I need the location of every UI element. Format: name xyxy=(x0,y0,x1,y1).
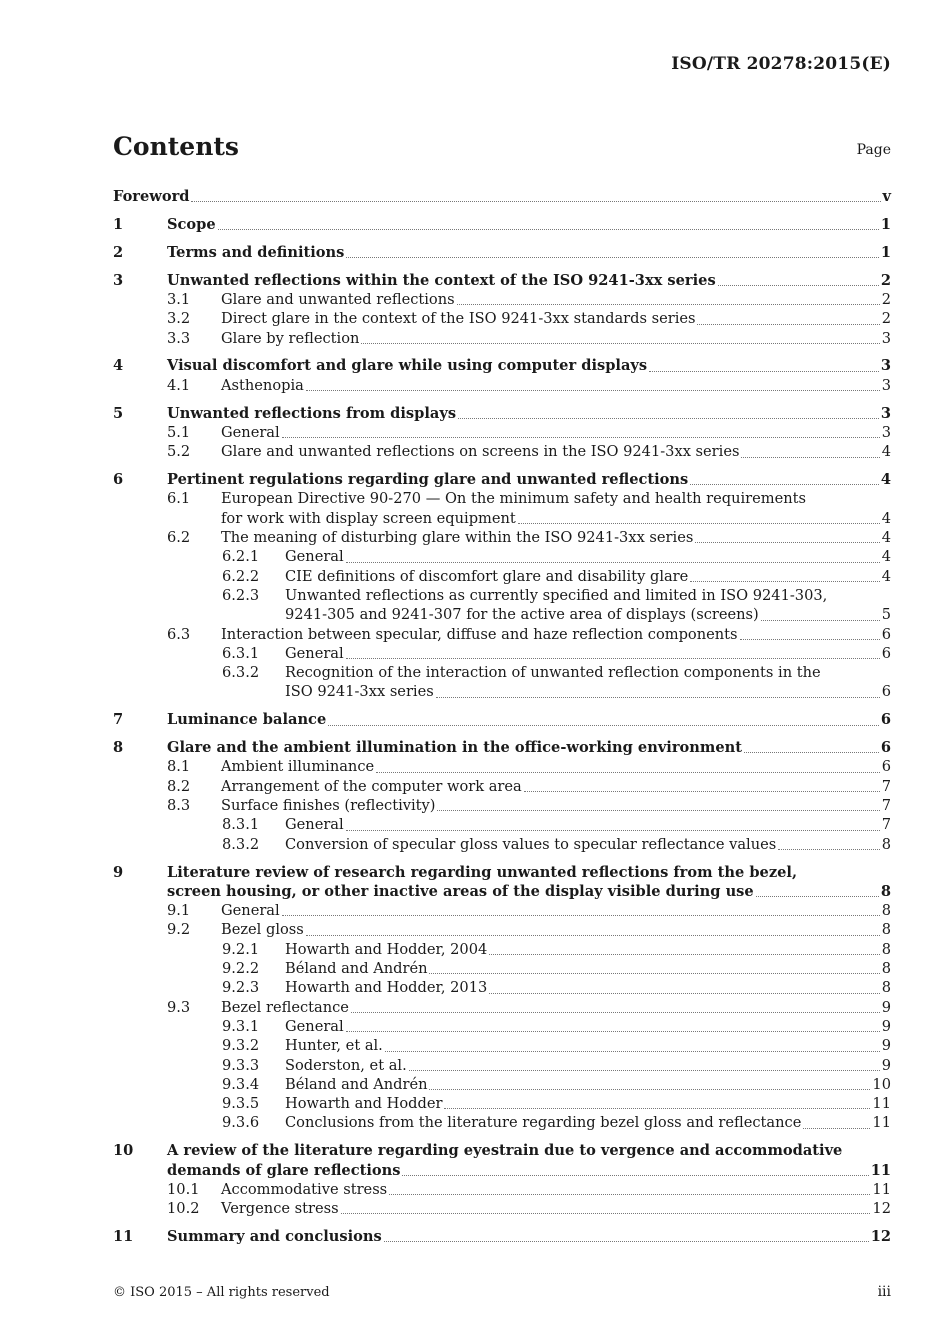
toc-entry-line xyxy=(113,863,891,882)
dot-leader xyxy=(328,724,879,726)
toc-entry-number: 9.3.4 xyxy=(222,1075,260,1093)
toc-entry[interactable] xyxy=(113,959,891,978)
dot-leader xyxy=(690,483,879,485)
toc-entry-page: 3 xyxy=(880,357,891,375)
toc-entry-title: General xyxy=(285,644,344,662)
toc-entry-page: 8 xyxy=(881,835,891,853)
toc-entry-page: 3 xyxy=(880,404,891,422)
toc-entry[interactable] xyxy=(113,1227,891,1246)
toc-entry-page: 4 xyxy=(881,443,891,461)
dot-leader xyxy=(458,417,879,419)
toc-entry-title-line: European Directive 90-270 — On the minimum safety and health requirements xyxy=(221,490,807,508)
toc-entry-number: 8.3.2 xyxy=(222,835,260,853)
toc-entry-number: 8 xyxy=(113,739,124,757)
toc-entry-title: Glare by reflection xyxy=(221,329,360,347)
toc-entry[interactable] xyxy=(113,1075,891,1094)
toc-entry[interactable] xyxy=(113,815,891,834)
toc-entry[interactable] xyxy=(113,625,891,644)
toc-entry-page: 2 xyxy=(881,310,891,328)
toc-entry-body xyxy=(221,777,891,796)
toc-entry-title: Béland and Andrén xyxy=(285,1075,428,1093)
toc-entry-body xyxy=(221,1199,891,1218)
toc-entry-page: 11 xyxy=(872,1095,891,1113)
dot-leader xyxy=(346,256,878,258)
dot-leader xyxy=(444,1107,870,1109)
toc-entry-page: 6 xyxy=(881,758,891,776)
toc-entry-number: 10.1 xyxy=(167,1180,200,1198)
toc-entry-number: 9.2 xyxy=(167,921,191,939)
toc-entry-body xyxy=(221,423,891,442)
toc-entry-title: Direct glare in the context of the ISO 9241-3xx standards series xyxy=(221,310,696,328)
toc-entry-title: demands of glare reflections xyxy=(167,1161,401,1179)
toc-entry[interactable] xyxy=(113,1017,891,1036)
toc-entry[interactable] xyxy=(113,423,891,442)
dot-leader xyxy=(690,580,879,582)
toc-entry-body xyxy=(221,528,891,547)
toc-entry-number: 3 xyxy=(113,271,124,289)
toc-entry-title: Conversion of specular gloss values to specular reflectance values xyxy=(285,835,777,853)
dot-leader xyxy=(457,303,880,305)
dot-leader xyxy=(341,1212,871,1214)
toc-entry[interactable] xyxy=(113,1094,891,1113)
toc-entry-title: Howarth and Hodder xyxy=(285,1095,443,1113)
toc-entry-page: 7 xyxy=(881,777,891,795)
toc-entry-title: for work with display screen equipment xyxy=(221,509,516,527)
toc-entry-body xyxy=(167,738,891,757)
toc-entry[interactable] xyxy=(113,376,891,395)
toc-entry[interactable] xyxy=(113,920,891,939)
dot-leader xyxy=(524,790,880,792)
toc-entry[interactable] xyxy=(113,1199,891,1218)
dot-leader xyxy=(803,1127,870,1129)
toc-entry-page: 7 xyxy=(881,816,891,834)
toc-entry-body xyxy=(221,796,891,815)
toc-entry[interactable] xyxy=(113,835,891,854)
toc-entry[interactable] xyxy=(113,796,891,815)
toc-entry-number: 1 xyxy=(113,215,124,233)
toc-entry-body xyxy=(285,835,891,854)
toc-entry-title: Bezel gloss xyxy=(221,921,304,939)
toc-entry-page: 1 xyxy=(880,243,891,261)
toc-entry-title: Glare and unwanted reflections xyxy=(221,290,455,308)
dot-leader xyxy=(740,638,880,640)
toc-entry-line xyxy=(113,1141,891,1160)
dot-leader xyxy=(429,972,879,974)
toc-entry-page: 9 xyxy=(881,1017,891,1035)
toc-entry[interactable] xyxy=(113,470,891,489)
toc-entry-number: 9.3.5 xyxy=(222,1095,260,1113)
toc-entry-body xyxy=(221,901,891,920)
toc-entry-body xyxy=(221,998,891,1017)
toc-entry-body xyxy=(167,882,891,901)
toc-entry[interactable] xyxy=(113,682,891,701)
dot-leader xyxy=(306,934,880,936)
toc-entry-number: 4.1 xyxy=(167,376,191,394)
toc-entry[interactable] xyxy=(113,940,891,959)
toc-entry-number: 6.2.3 xyxy=(222,586,260,604)
toc-entry[interactable] xyxy=(113,329,891,348)
toc-entry-body xyxy=(285,547,891,566)
toc-entry-title: Glare and unwanted reflections on screens in the ISO 9241-3xx series xyxy=(221,443,740,461)
toc-entry-page: 11 xyxy=(870,1161,891,1179)
toc-entry[interactable] xyxy=(113,901,891,920)
dot-leader xyxy=(744,751,879,753)
toc-entry-body xyxy=(285,959,891,978)
toc-entry-title: ISO 9241-3xx series xyxy=(285,683,434,701)
toc-entry-page: 4 xyxy=(880,471,891,489)
toc-entry-title: Accommodative stress xyxy=(221,1180,388,1198)
toc-entry[interactable] xyxy=(113,998,891,1017)
toc-entry-body xyxy=(285,1113,891,1132)
toc-entry-title: Béland and Andrén xyxy=(285,960,428,978)
toc-entry-number: 4 xyxy=(113,357,124,375)
toc-entry[interactable] xyxy=(113,567,891,586)
dot-leader xyxy=(218,228,879,230)
toc-entry-title-line: A review of the literature regarding eyestrain due to vergence and accommodative xyxy=(167,1142,843,1160)
toc-entry-number: 6.2.2 xyxy=(222,567,260,585)
toc-entry-title: Scope xyxy=(167,215,216,233)
toc-entry-body xyxy=(221,509,891,528)
dot-leader xyxy=(346,561,880,563)
toc-entry-body xyxy=(221,442,891,461)
toc-entry[interactable] xyxy=(113,271,891,290)
toc-entry-number: 8.3.1 xyxy=(222,816,260,834)
toc-entry[interactable] xyxy=(113,290,891,309)
table-of-contents xyxy=(113,187,891,1246)
toc-entry-number: 7 xyxy=(113,711,124,729)
toc-entry-title: Unwanted reflections from displays xyxy=(167,404,457,422)
toc-entry[interactable] xyxy=(113,243,891,262)
toc-entry-body xyxy=(167,710,891,729)
toc-entry-body xyxy=(113,187,891,206)
toc-entry-page: 11 xyxy=(872,1180,891,1198)
dot-leader xyxy=(361,342,879,344)
toc-entry[interactable] xyxy=(113,509,891,528)
toc-entry-page: 6 xyxy=(881,644,891,662)
toc-entry[interactable] xyxy=(113,547,891,566)
toc-entry-page: 12 xyxy=(872,1200,891,1218)
dot-leader xyxy=(191,200,880,202)
dot-leader xyxy=(346,657,880,659)
toc-entry-body xyxy=(285,567,891,586)
toc-entry[interactable] xyxy=(113,710,891,729)
toc-entry-page: 10 xyxy=(872,1075,891,1093)
toc-entry[interactable] xyxy=(113,1113,891,1132)
toc-entry-number: 10 xyxy=(113,1142,134,1160)
dot-leader xyxy=(389,1193,870,1195)
page-column-label: Page xyxy=(856,142,891,158)
toc-entry-body xyxy=(285,1094,891,1113)
toc-entry-number: 9.2.1 xyxy=(222,940,260,958)
toc-entry[interactable] xyxy=(113,442,891,461)
dot-leader xyxy=(436,696,880,698)
toc-entry[interactable] xyxy=(113,738,891,757)
dot-leader xyxy=(351,1011,880,1013)
toc-entry-number: 9.3.6 xyxy=(222,1114,260,1132)
toc-entry-line xyxy=(113,663,891,682)
dot-leader xyxy=(402,1174,868,1176)
toc-entry-body xyxy=(221,1180,891,1199)
toc-entry-page: 5 xyxy=(881,606,891,624)
toc-entry-title: Hunter, et al. xyxy=(285,1037,383,1055)
toc-entry-title: Luminance balance xyxy=(167,711,327,729)
dot-leader xyxy=(518,522,880,524)
toc-entry-body xyxy=(221,290,891,309)
toc-entry-body xyxy=(167,215,891,234)
toc-entry-body xyxy=(285,605,891,624)
toc-entry-number: 9.2.3 xyxy=(222,979,260,997)
toc-entry-number: 9 xyxy=(113,863,124,881)
toc-entry[interactable] xyxy=(113,1056,891,1075)
dot-leader xyxy=(282,914,880,916)
toc-entry-body xyxy=(221,625,891,644)
dot-leader xyxy=(429,1088,870,1090)
toc-entry-title: Bezel reflectance xyxy=(221,998,349,1016)
dot-leader xyxy=(489,953,879,955)
toc-entry-title: General xyxy=(285,1017,344,1035)
dot-leader xyxy=(282,436,880,438)
toc-entry-body xyxy=(285,978,891,997)
toc-entry-title: Foreword xyxy=(113,188,190,205)
toc-entry[interactable] xyxy=(113,528,891,547)
toc-entry-title: Conclusions from the literature regarding bezel gloss and reflectance xyxy=(285,1114,802,1132)
page-title: Contents xyxy=(113,132,240,161)
toc-entry-body xyxy=(285,1075,891,1094)
toc-entry-number: 9.3.1 xyxy=(222,1017,260,1035)
toc-entry-body xyxy=(167,1227,891,1246)
toc-entry-line xyxy=(113,489,891,508)
dot-leader xyxy=(761,619,880,621)
document-id: ISO/TR 20278:2015(E) xyxy=(671,54,891,74)
toc-entry-page: 6 xyxy=(880,711,891,729)
toc-entry[interactable] xyxy=(113,1036,891,1055)
toc-entry-number: 11 xyxy=(113,1228,134,1246)
toc-entry-line xyxy=(113,586,891,605)
toc-entry-page: 7 xyxy=(881,797,891,815)
toc-entry-page: 4 xyxy=(881,509,891,527)
dot-leader xyxy=(306,389,880,391)
toc-entry-number: 5.1 xyxy=(167,423,191,441)
toc-entry-page: 4 xyxy=(881,548,891,566)
toc-entry[interactable] xyxy=(113,757,891,776)
toc-entry-page: 1 xyxy=(880,215,891,233)
toc-entry-number: 6.3.1 xyxy=(222,644,260,662)
toc-entry-title: The meaning of disturbing glare within the ISO 9241-3xx series xyxy=(221,529,694,547)
toc-entry-title: Terms and definitions xyxy=(167,243,345,261)
toc-entry-body xyxy=(221,329,891,348)
toc-entry-number: 9.3.3 xyxy=(222,1056,260,1074)
toc-entry[interactable] xyxy=(113,215,891,234)
toc-entry[interactable] xyxy=(113,1180,891,1199)
toc-entry-number: 6.3 xyxy=(167,625,191,643)
dot-leader xyxy=(649,370,879,372)
dot-leader xyxy=(384,1240,869,1242)
toc-entry-number: 5 xyxy=(113,404,124,422)
toc-entry-body xyxy=(167,271,891,290)
toc-entry-page: 8 xyxy=(880,882,891,900)
copyright-notice: © ISO 2015 – All rights reserved xyxy=(113,1285,330,1300)
toc-entry-page: 6 xyxy=(880,739,891,757)
toc-entry[interactable] xyxy=(113,187,891,206)
toc-entry-page: 8 xyxy=(881,921,891,939)
toc-entry-number: 8.3 xyxy=(167,797,191,815)
dot-leader xyxy=(437,809,879,811)
dot-leader xyxy=(376,771,880,773)
toc-entry-title: Ambient illuminance xyxy=(221,758,375,776)
toc-entry-page: 2 xyxy=(881,290,891,308)
dot-leader xyxy=(697,323,879,325)
toc-entry-number: 9.1 xyxy=(167,902,191,920)
toc-entry[interactable] xyxy=(113,309,891,328)
toc-entry-number: 6 xyxy=(113,471,124,489)
toc-entry-title: Vergence stress xyxy=(221,1200,339,1218)
toc-entry[interactable] xyxy=(113,605,891,624)
dot-leader xyxy=(346,1030,880,1032)
dot-leader xyxy=(489,992,879,994)
toc-entry[interactable] xyxy=(113,1161,891,1180)
toc-entry-title: Howarth and Hodder, 2013 xyxy=(285,979,488,997)
toc-entry-page: 11 xyxy=(872,1114,891,1132)
toc-entry-number: 2 xyxy=(113,243,124,261)
dot-leader xyxy=(409,1069,880,1071)
toc-entry-title: General xyxy=(221,902,280,920)
toc-entry-page: 9 xyxy=(881,1056,891,1074)
toc-entry[interactable] xyxy=(113,882,891,901)
toc-entry-body xyxy=(167,404,891,423)
toc-entry-title: Surface finishes (reflectivity) xyxy=(221,797,436,815)
toc-entry-page: 3 xyxy=(881,376,891,394)
toc-entry-body xyxy=(285,682,891,701)
toc-entry-number: 6.2 xyxy=(167,529,191,547)
toc-entry-title: Summary and conclusions xyxy=(167,1228,382,1246)
toc-entry-page: 3 xyxy=(881,423,891,441)
toc-entry-number: 8.2 xyxy=(167,777,191,795)
toc-entry-title: Arrangement of the computer work area xyxy=(221,777,522,795)
toc-entry-number: 6.1 xyxy=(167,490,191,508)
toc-entry-page: 8 xyxy=(881,940,891,958)
toc-entry-page: 6 xyxy=(881,625,891,643)
toc-entry-title: Visual discomfort and glare while using computer displays xyxy=(167,357,648,375)
toc-entry-page: 8 xyxy=(881,979,891,997)
toc-entry-page: 9 xyxy=(881,1037,891,1055)
toc-entry-title: Interaction between specular, diffuse and haze reflection components xyxy=(221,625,738,643)
toc-entry-body xyxy=(221,920,891,939)
dot-leader xyxy=(778,848,879,850)
toc-entry-body xyxy=(221,309,891,328)
toc-entry-body xyxy=(167,1161,891,1180)
dot-leader xyxy=(718,284,879,286)
toc-entry-body xyxy=(285,940,891,959)
toc-entry-title: screen housing, or other inactive areas of the display visible during use xyxy=(167,882,754,900)
toc-entry-page: 4 xyxy=(881,529,891,547)
toc-entry-title: CIE definitions of discomfort glare and disability glare xyxy=(285,567,689,585)
toc-entry-body xyxy=(167,356,891,375)
dot-leader xyxy=(741,456,879,458)
toc-entry-page: 6 xyxy=(881,683,891,701)
toc-entry-number: 9.3 xyxy=(167,998,191,1016)
toc-entry-page: 4 xyxy=(881,567,891,585)
toc-entry-body xyxy=(221,757,891,776)
toc-entry-body xyxy=(285,1036,891,1055)
toc-entry-number: 8.1 xyxy=(167,758,191,776)
toc-entry-title: General xyxy=(221,423,280,441)
toc-entry-title-line: Unwanted reflections as currently specified and limited in ISO 9241-303, xyxy=(285,586,828,604)
toc-entry-title: General xyxy=(285,816,344,834)
toc-entry-number: 9.3.2 xyxy=(222,1037,260,1055)
toc-entry-title-line: Literature review of research regarding unwanted reflections from the bezel, xyxy=(167,863,798,881)
dot-leader xyxy=(695,541,879,543)
toc-entry-title: Glare and the ambient illumination in the office-working environment xyxy=(167,739,742,757)
dot-leader xyxy=(346,829,880,831)
dot-leader xyxy=(756,895,879,897)
toc-entry-number: 3.1 xyxy=(167,290,191,308)
toc-entry-number: 6.3.2 xyxy=(222,664,260,682)
toc-entry[interactable] xyxy=(113,978,891,997)
toc-entry-body xyxy=(285,815,891,834)
toc-entry-body xyxy=(285,1017,891,1036)
toc-entry-page: 2 xyxy=(880,271,891,289)
toc-entry-title: Soderston, et al. xyxy=(285,1056,407,1074)
toc-entry-title: General xyxy=(285,548,344,566)
toc-entry[interactable] xyxy=(113,777,891,796)
toc-entry-body xyxy=(167,243,891,262)
toc-entry-title: Unwanted reflections within the context of the ISO 9241-3xx series xyxy=(167,271,716,289)
toc-entry-number: 5.2 xyxy=(167,443,191,461)
toc-entry[interactable] xyxy=(113,356,891,375)
toc-entry-page: 8 xyxy=(881,960,891,978)
toc-entry-page: 8 xyxy=(881,902,891,920)
toc-entry-title-line: Recognition of the interaction of unwanted reflection components in the xyxy=(285,664,821,682)
toc-entry-number: 6.2.1 xyxy=(222,548,260,566)
toc-entry-title: Pertinent regulations regarding glare and unwanted reflections xyxy=(167,471,689,489)
toc-entry-title: Howarth and Hodder, 2004 xyxy=(285,940,488,958)
toc-entry-number: 9.2.2 xyxy=(222,960,260,978)
toc-entry-page: 9 xyxy=(881,998,891,1016)
toc-entry-number: 3.2 xyxy=(167,310,191,328)
dot-leader xyxy=(385,1050,880,1052)
toc-entry-body xyxy=(285,1056,891,1075)
toc-entry-body xyxy=(167,470,891,489)
toc-entry-number: 10.2 xyxy=(167,1200,200,1218)
toc-entry[interactable] xyxy=(113,644,891,663)
toc-entry-page: 3 xyxy=(881,329,891,347)
toc-entry-body xyxy=(221,376,891,395)
toc-entry-title: Asthenopia xyxy=(221,376,304,394)
page-number: iii xyxy=(877,1284,891,1300)
toc-entry-number: 3.3 xyxy=(167,329,191,347)
toc-entry-body xyxy=(285,644,891,663)
toc-entry-title: 9241-305 and 9241-307 for the active area of displays (screens) xyxy=(285,606,759,624)
toc-entry-page: v xyxy=(882,188,891,205)
toc-entry[interactable] xyxy=(113,404,891,423)
toc-entry-page: 12 xyxy=(870,1228,891,1246)
